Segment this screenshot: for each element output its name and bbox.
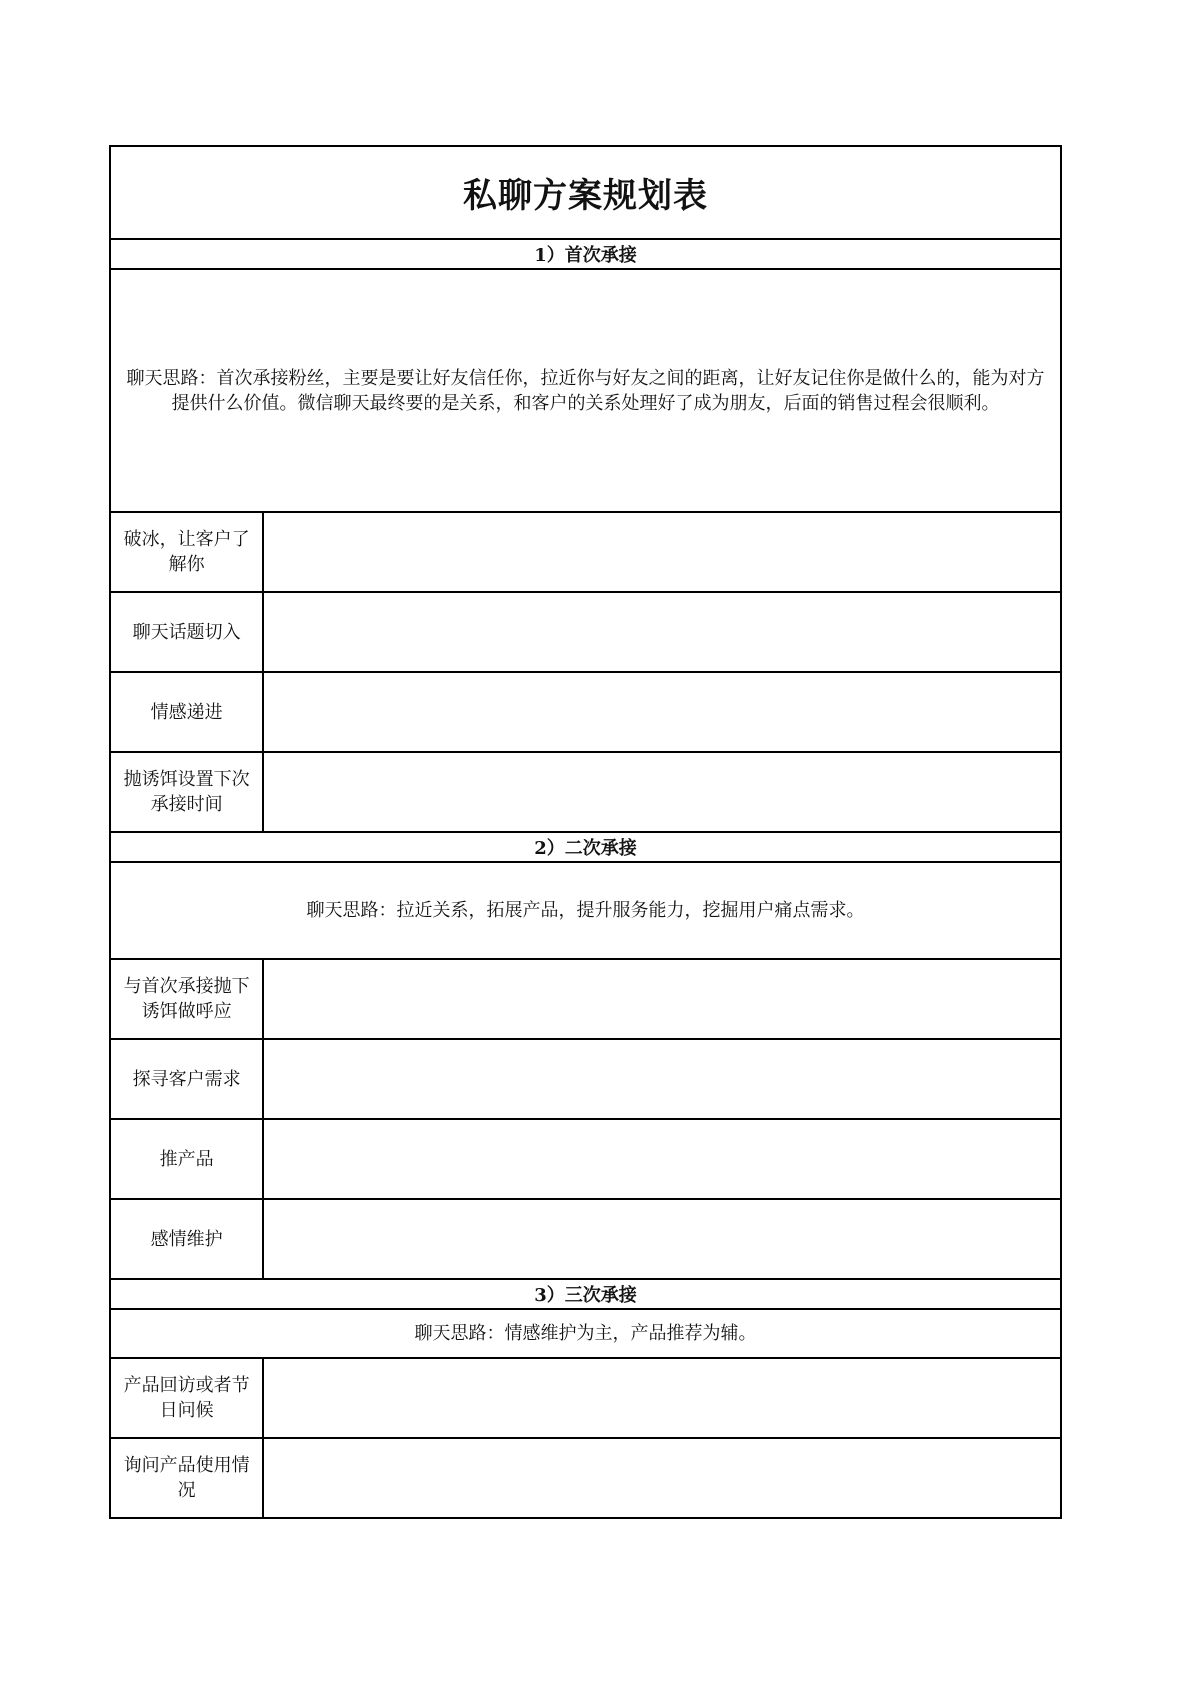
- row-value-usage-inquiry[interactable]: [263, 1438, 1061, 1518]
- section-description-second: 聊天思路：拉近关系，拓展产品，提升服务能力，挖掘用户痛点需求。: [110, 862, 1061, 959]
- page-title: 私聊方案规划表: [110, 146, 1061, 239]
- table-row: [110, 1119, 1061, 1199]
- table-row: [110, 1039, 1061, 1119]
- row-value-relationship-care[interactable]: [263, 1199, 1061, 1279]
- row-label-icebreak: 破冰，让客户了解你: [110, 512, 263, 592]
- section-heading-first: 1）首次承接: [110, 239, 1061, 269]
- section-description-row: [110, 1309, 1061, 1358]
- section-heading-third: 3）三次承接: [110, 1279, 1061, 1309]
- row-value-revisit-greeting[interactable]: [263, 1358, 1061, 1438]
- table-row: [110, 752, 1061, 832]
- row-label-bait-next-time: 抛诱饵设置下次承接时间: [110, 752, 263, 832]
- row-label-revisit-greeting: 产品回访或者节日问候: [110, 1358, 263, 1438]
- row-value-topic-entry[interactable]: [263, 592, 1061, 672]
- row-label-push-product: 推产品: [110, 1119, 263, 1199]
- title-row: [110, 146, 1061, 239]
- row-value-echo-bait[interactable]: [263, 959, 1061, 1039]
- row-label-emotion-progress: 情感递进: [110, 672, 263, 752]
- row-label-usage-inquiry: 询问产品使用情况: [110, 1438, 263, 1518]
- row-value-push-product[interactable]: [263, 1119, 1061, 1199]
- table-row: [110, 592, 1061, 672]
- row-label-explore-needs: 探寻客户需求: [110, 1039, 263, 1119]
- row-label-echo-bait: 与首次承接抛下诱饵做呼应: [110, 959, 263, 1039]
- section-description-row: [110, 269, 1061, 512]
- row-value-icebreak[interactable]: [263, 512, 1061, 592]
- section-heading-row: [110, 832, 1061, 862]
- table-row: [110, 1438, 1061, 1518]
- section-heading-row: [110, 1279, 1061, 1309]
- table-row: [110, 672, 1061, 752]
- section-description-row: [110, 862, 1061, 959]
- row-label-relationship-care: 感情维护: [110, 1199, 263, 1279]
- section-description-first: 聊天思路：首次承接粉丝，主要是要让好友信任你，拉近你与好友之间的距离，让好友记住你是做什么的，能为对方提供什么价值。微信聊天最终要的是关系，和客户的关系处理好了成为朋友，后面的销售过程会很顺利。: [110, 269, 1061, 512]
- row-label-topic-entry: 聊天话题切入: [110, 592, 263, 672]
- table-row: [110, 959, 1061, 1039]
- plan-table: [109, 145, 1062, 1519]
- row-value-bait-next-time[interactable]: [263, 752, 1061, 832]
- section-heading-row: [110, 239, 1061, 269]
- row-value-explore-needs[interactable]: [263, 1039, 1061, 1119]
- table-row: [110, 1199, 1061, 1279]
- section-heading-second: 2）二次承接: [110, 832, 1061, 862]
- section-description-third: 聊天思路：情感维护为主，产品推荐为辅。: [110, 1309, 1061, 1358]
- row-value-emotion-progress[interactable]: [263, 672, 1061, 752]
- table-row: [110, 1358, 1061, 1438]
- table-row: [110, 512, 1061, 592]
